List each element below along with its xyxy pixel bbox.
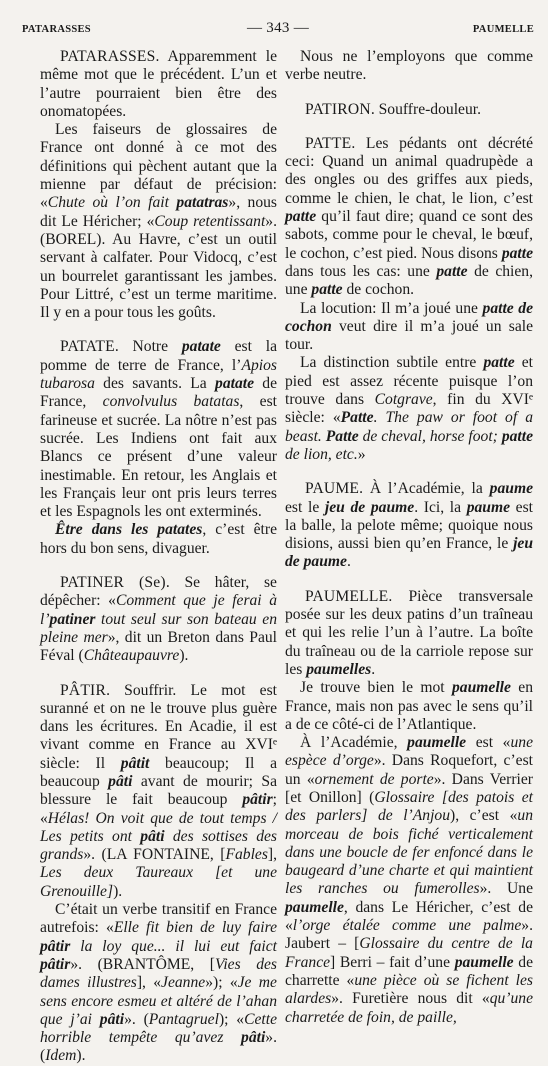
entry-paragraph (40, 682, 277, 902)
text: ». (BOREL). Au Havre, c’est un outil servant à calfater. Pour Vidocq, c’est un bourrelet garantissant les jambes. Pour Littré, c’est un terme maritime. Il y en a pour tous les goûts. (40, 212, 277, 322)
text: ), c’est « (450, 807, 518, 825)
text: », dit un Breton dans Paul Féval ( (40, 628, 277, 665)
headword: PATIRON (305, 100, 371, 118)
text: Nous ne l’employons que comme verbe neutre. (285, 48, 533, 84)
quote: Hélas! On voit que de tout temps / Les petits ont (40, 809, 277, 845)
headword: PÂTIR (60, 681, 107, 699)
entry-paragraph (285, 135, 533, 300)
work-title: Idem (45, 1047, 77, 1065)
quote: Coup retentissant (154, 212, 266, 230)
highlight-word: pâti (99, 1010, 125, 1028)
entry-paume (285, 480, 533, 571)
left-column (40, 48, 278, 1065)
headword: PAUME (305, 480, 360, 498)
locution: patte de cochon (285, 299, 533, 335)
quote: Comment que je ferai à l’ (40, 592, 278, 628)
quote: des sottises des grands (40, 827, 277, 864)
text: ; « (40, 791, 277, 827)
text: est la pomme de terre de France, l’ (40, 338, 277, 374)
headword: PATARASSES (60, 48, 156, 65)
highlight-word: paume (466, 498, 511, 516)
highlight-word: paumelle (454, 953, 514, 971)
entry-paumelle (285, 588, 533, 1027)
highlight-word: pâtit (120, 754, 150, 772)
quote: de cheval, horse foot; (358, 427, 502, 445)
highlight-word: patiner (49, 610, 96, 628)
entry-patte (285, 135, 533, 464)
quote: ornement de porte (314, 770, 434, 788)
text: ». (LA FONTAINE, [ (83, 846, 226, 864)
quote: l’orge étalée comme une palme (292, 917, 522, 935)
text: ). (113, 882, 123, 900)
quote: qu’une charretée de foin, de paille, (285, 990, 533, 1026)
highlight-word: patate (181, 338, 221, 356)
text: . Se hâter, se dépêcher: « (40, 574, 277, 610)
text: des savants. La (94, 375, 216, 393)
quote: de lion, etc. (285, 445, 358, 463)
text: ». Dans Roquefort, c’est un « (285, 752, 533, 788)
text: Les faiseurs de glossaires de France ont donné à ce mot des définitions qui pèchent autant que la mienne par défaut de précision: « (40, 121, 277, 212)
highlight-word: jeu de paume (285, 535, 533, 571)
highlight-word: paumelle (407, 734, 467, 752)
highlight-word: paumelles (306, 660, 372, 678)
text: de France, (40, 375, 277, 411)
text: ». Dans Verrier [et Onillon] ( (285, 770, 533, 806)
text: . (346, 553, 351, 571)
text: La distinction subtile entre (300, 354, 484, 372)
text: Je trouve bien le mot (300, 679, 452, 697)
entry-patiron (285, 101, 533, 119)
highlight-word: pâti (108, 772, 133, 790)
quote: tout seul sur son bateau en pleine mer (40, 610, 277, 646)
text: est le (285, 498, 325, 516)
text: ». Furetière nous dit « (331, 990, 490, 1008)
work-title: Cotgrave (374, 391, 433, 409)
text: , est farineuse et sucrée. La nôtre n’est pas sucrée. Les Indiens ont fait aux Blancs ce présent d’une valeur inestimable. En retour, les Anglais et les Français leur ont pris leurs terres et les Espagnols les ont exterminés. (40, 393, 277, 521)
text: La locution: Il m’a joué une (300, 299, 483, 317)
work-title: Glossaire [des patois et des parlers] de l’Anjou (285, 788, 534, 825)
quote: la loy que... il lui eut faict (70, 937, 277, 955)
text: , dans Le Héricher, c’est de « (285, 898, 533, 935)
text: »); « (205, 974, 238, 992)
text: dans tous les cas: une (285, 262, 437, 280)
quote: Je me sens encore esmeu et altéré de l’ahan que j’ai (40, 974, 277, 1028)
entry-paragraph (285, 354, 533, 464)
text: ], (267, 846, 277, 864)
text: ). (76, 1047, 86, 1065)
text: , fin du XVIᵉ siècle: « (285, 391, 533, 427)
entry-paragraph (285, 300, 533, 355)
highlight-word: patte (501, 427, 533, 445)
text: , c’est être hors du bon sens, divaguer. (40, 521, 278, 557)
text: avant de mourir; Sa blessure le fait beaucoup (40, 772, 277, 809)
quote: Cette horrible tempête qu’avez (40, 1010, 277, 1047)
text: qu’il faut dire; quand ce sont des sabots, comme pour le cheval, le bœuf, le cochon, c’est pied. Nous disons (285, 208, 533, 262)
right-column (285, 48, 534, 1026)
text: . Souffre-douleur. (370, 100, 481, 118)
text: veut dire il m’a joué un sale tour. (285, 317, 533, 354)
entry-paragraph (40, 121, 277, 322)
page-number: — 343 — (246, 20, 310, 36)
text: de charrette « (285, 953, 533, 989)
text: en France, mais non pas avec le sens qu’il a de ce côté-ci de l’Atlantique. (285, 679, 533, 733)
latin-name: Apios tubarosa (40, 356, 277, 393)
entry-paragraph (40, 901, 277, 1066)
entry-patarasses (40, 48, 277, 322)
text: ] Berri – fait d’une (330, 953, 455, 971)
entry-paragraph (285, 48, 533, 85)
highlight-word: Patte (340, 409, 374, 427)
entry-paragraph (285, 480, 533, 571)
entry-paragraph (40, 48, 277, 121)
text: . Notre (114, 338, 182, 356)
text: ], « (136, 974, 162, 992)
highlight-word: pâtir (40, 937, 71, 955)
highlight-word: pâti (140, 827, 165, 845)
work-title: Jeanne (161, 974, 206, 992)
text: ». Jaubert – [ (285, 917, 533, 953)
highlight-word: paume (489, 480, 533, 498)
entry-patiner (40, 574, 277, 665)
headword: PATATE (60, 338, 115, 356)
headword: PATTE (305, 134, 352, 152)
quote: Elle fit bien de luy faire (113, 919, 277, 937)
text: », nous dit Le Héricher; « (40, 194, 277, 230)
quote: Chute où l’on fait (47, 194, 169, 212)
highlight-word: patte (311, 281, 343, 299)
text: ); « (218, 1010, 245, 1028)
work-title: Les deux Taureaux [et une Grenouille] (40, 864, 277, 900)
entry-patate (40, 338, 277, 558)
highlight-word: paumelle (285, 898, 344, 916)
entry-patir-continued (285, 48, 533, 85)
locution: Être dans les patates (55, 521, 203, 539)
highlight-word: pâtir (242, 791, 273, 809)
text: et pied est assez récente puisque l’on trouve dans (285, 354, 533, 409)
highlight-word: Patte (325, 427, 359, 445)
highlight-word: patte (285, 208, 317, 226)
text: ». (BRANTÔME, [ (70, 955, 215, 973)
text: est « (466, 734, 511, 752)
work-title: Glossaire du centre de la France (285, 935, 533, 971)
header-left-guideword: PATARASSES (22, 24, 91, 35)
highlight-word: jeu de paume (324, 498, 415, 516)
highlight-word: patatras (176, 194, 229, 212)
work-title: Vies des dames illustres (40, 955, 277, 992)
text: ». Une (479, 880, 533, 898)
entry-paragraph (40, 338, 277, 521)
text: beaucoup; Il a beaucoup (40, 754, 277, 790)
definition-text: . Apparemment le même mot que le précédent. L’un et l’autre pourraient bien être des onomatopées. (40, 48, 277, 120)
entry-paragraph (40, 574, 277, 665)
quote: . The paw or foot of a beast. (285, 409, 533, 445)
work-title: Fables (225, 846, 268, 864)
entry-paragraph (285, 734, 533, 1027)
text: C’était un verbe transitif en France autrefois: « (40, 901, 277, 937)
headword: PATINER (Se) (60, 574, 166, 592)
header-right-guideword: PAUMELLE (472, 24, 534, 35)
headword: PAUMELLE (305, 587, 389, 605)
text: . Pièce transversale posée sur les deux patins d’un traîneau et qui les relie l’un à l’autre. La boîte du traîneau ou de la carriole repose sur les (285, 587, 533, 678)
text: » (357, 445, 366, 463)
entry-paragraph (285, 588, 533, 679)
entry-patir (40, 682, 277, 1066)
quote: une espèce d’orge (285, 734, 533, 770)
text: . À l’Académie, la (359, 480, 490, 498)
work-title: Pantagruel (148, 1010, 219, 1028)
entry-paragraph (285, 679, 533, 734)
text: À l’Académie, (300, 734, 408, 752)
highlight-word: patte (501, 244, 533, 262)
text: ». ( (124, 1010, 149, 1028)
text: ». ( (40, 1029, 277, 1065)
highlight-word: paumelle (452, 679, 511, 697)
latin-name: convolvulus batatas (102, 393, 240, 411)
work-title: Châteaupauvre (83, 647, 180, 665)
text: . Ici, la (414, 498, 467, 516)
highlight-word: patte (436, 262, 468, 280)
text: ). (179, 647, 189, 665)
quote: un morceau de bois fiché verticalement dans une boucle de fer enfoncé dans le baugeard d’une charte et qui maintient les ranches ou fumerolles (285, 807, 533, 898)
entry-paragraph (40, 521, 277, 558)
highlight-word: patte (483, 354, 515, 372)
quote: une pièce où se fichent les alardes (285, 971, 533, 1008)
text: est la balle, la pelote même; quoique nous disions, aussi bien qu’en France, le (285, 498, 533, 553)
text: . (371, 660, 376, 678)
text: . Souffrir. Le mot est suranné et on ne le trouve plus guère dans les écritures. En Acadie, il est vivant comme en France au XVIᵉ siècle: Il (40, 681, 277, 772)
highlight-word: pâtir (40, 955, 71, 973)
highlight-word: pâti (241, 1029, 266, 1047)
text: de cochon. (342, 281, 415, 299)
highlight-word: patate (215, 375, 254, 393)
running-header (22, 20, 534, 38)
text: de chien, une (285, 262, 533, 299)
entry-paragraph (285, 101, 533, 119)
text: . Les pédants ont décrété ceci: Quand un animal quadrupède a des ongles ou des griffes aux pieds, comme le chien, le chat, le lion, c’est (285, 134, 533, 207)
